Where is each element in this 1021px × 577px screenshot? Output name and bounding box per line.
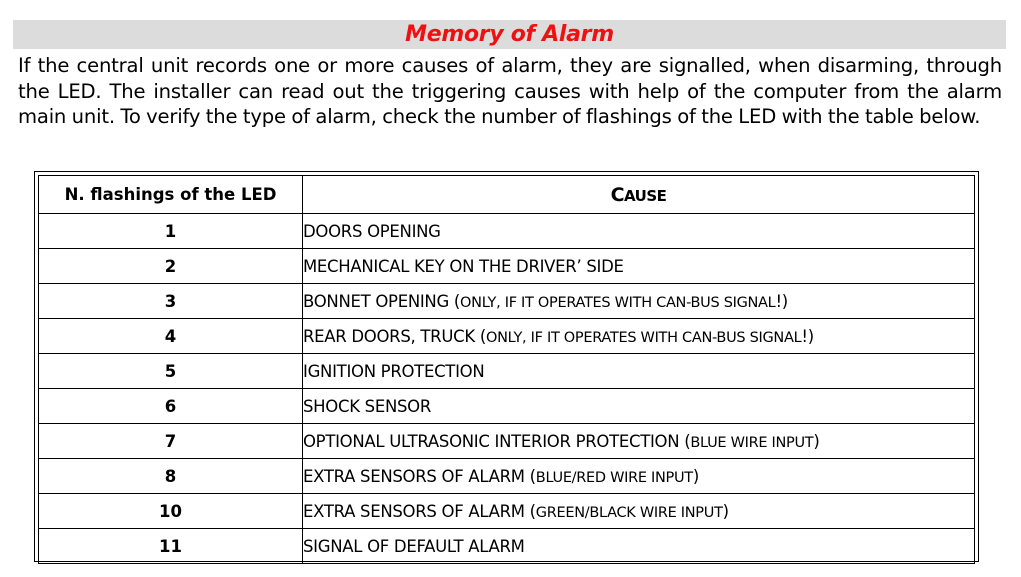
- cause-note-text: GREEN/BLACK WIRE INPUT: [535, 504, 723, 521]
- cause-text: EXTRA SENSORS OF ALARM: [303, 466, 530, 486]
- header-cause-initial: C: [610, 183, 625, 206]
- cause-note-open: (: [529, 501, 536, 521]
- table-row: [39, 494, 975, 529]
- cause-cell: [303, 529, 975, 564]
- cause-note-open: (: [453, 291, 461, 311]
- cause-note: [529, 466, 700, 486]
- cause-text: IGNITION PROTECTION: [303, 361, 485, 381]
- flash-count-cell: 2: [39, 249, 303, 284]
- cause-note-close: ): [813, 431, 820, 451]
- cause-note-close: ): [692, 466, 700, 486]
- cause-cell: [303, 459, 975, 494]
- alarm-table-frame: [34, 171, 979, 562]
- cause-cell: [303, 354, 975, 389]
- table-row: [39, 389, 975, 424]
- table-header-row: [39, 176, 975, 214]
- cause-note: [479, 326, 814, 346]
- header-cause-rest: AUSE: [624, 186, 667, 205]
- flash-count-cell: 4: [39, 319, 303, 354]
- cause-cell: [303, 494, 975, 529]
- cause-note-open: (: [479, 326, 486, 346]
- intro-paragraph: If the central unit records one or more causes of alarm, they are signalled, when disarming, through the LED. The installer can read out the triggering causes with help of the computer from the alarm main unit. To verify the type of alarm, check the number of flashings of the LED with the table below.: [18, 54, 1002, 128]
- cause-note-close: !): [775, 291, 788, 311]
- cause-note: [684, 431, 820, 451]
- table-row: [39, 284, 975, 319]
- cause-note-open: (: [529, 466, 536, 486]
- table-row: [39, 319, 975, 354]
- cause-note-text: ONLY, IF IT OPERATES WITH CAN-BUS SIGNAL: [460, 294, 776, 311]
- cause-text: REAR DOORS, TRUCK: [303, 326, 480, 346]
- cause-text: MECHANICAL KEY ON THE DRIVER’ SIDE: [303, 256, 624, 276]
- flash-count-cell: 5: [39, 354, 303, 389]
- cause-text: SIGNAL OF DEFAULT ALARM: [303, 536, 525, 556]
- table-row: [39, 424, 975, 459]
- flash-count-cell: 6: [39, 389, 303, 424]
- cause-cell: [303, 284, 975, 319]
- cause-text: EXTRA SENSORS OF ALARM: [303, 501, 530, 521]
- table-row: [39, 249, 975, 284]
- cause-cell: [303, 319, 975, 354]
- cause-text: DOORS OPENING: [303, 221, 441, 241]
- cause-note: [529, 501, 729, 521]
- flash-count-cell: 11: [39, 529, 303, 564]
- header-cause: [303, 176, 975, 214]
- cause-text: BONNET OPENING: [303, 291, 454, 311]
- cause-note-close: ): [722, 501, 729, 521]
- table-row: [39, 459, 975, 494]
- cause-note-close: !): [801, 326, 814, 346]
- flash-count-cell: 3: [39, 284, 303, 319]
- flash-count-cell: 1: [39, 214, 303, 249]
- table-row: [39, 529, 975, 564]
- cause-note-text: BLUE/RED WIRE INPUT: [535, 469, 693, 486]
- cause-cell: [303, 249, 975, 284]
- cause-text: SHOCK SENSOR: [303, 396, 432, 416]
- table-row: [39, 354, 975, 389]
- cause-cell: [303, 424, 975, 459]
- cause-note-open: (: [684, 431, 691, 451]
- flash-count-cell: 10: [39, 494, 303, 529]
- flash-count-cell: 7: [39, 424, 303, 459]
- cause-cell: [303, 389, 975, 424]
- flash-count-cell: 8: [39, 459, 303, 494]
- cause-note-text: BLUE WIRE INPUT: [690, 434, 814, 451]
- cause-note: [453, 291, 788, 311]
- table-row: [39, 214, 975, 249]
- alarm-table: [38, 175, 975, 564]
- title-bar: [13, 20, 1006, 49]
- cause-text: OPTIONAL ULTRASONIC INTERIOR PROTECTION: [303, 431, 685, 451]
- cause-cell: [303, 214, 975, 249]
- header-flashings: N. flashings of the LED: [39, 176, 303, 214]
- cause-note-text: ONLY, IF IT OPERATES WITH CAN-BUS SIGNAL: [485, 329, 802, 346]
- page-title: Memory of Alarm: [405, 22, 614, 47]
